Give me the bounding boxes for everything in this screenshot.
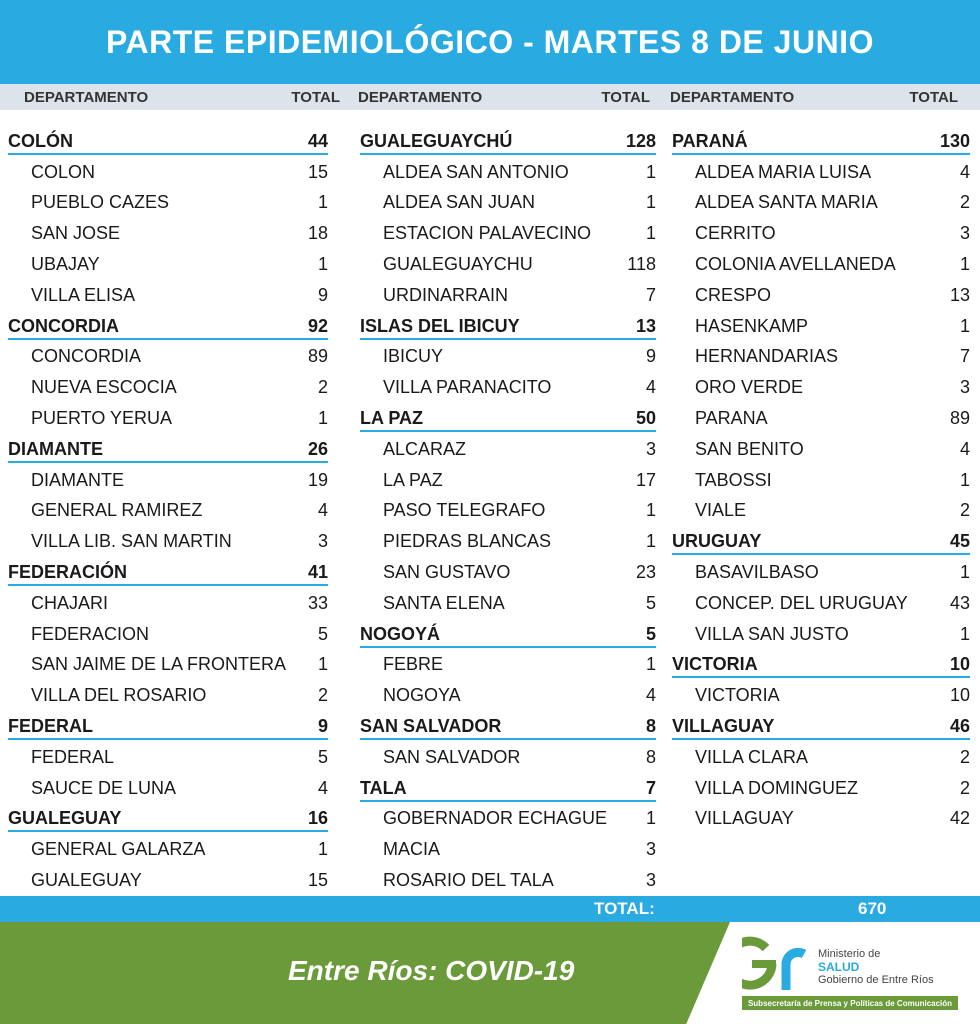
locality-count: 2 <box>959 500 970 521</box>
department-total: 45 <box>949 531 970 552</box>
locality-count: 17 <box>635 469 656 490</box>
locality-name: FEDERAL <box>31 746 115 767</box>
locality-count: 2 <box>317 377 328 398</box>
department-row <box>672 126 970 157</box>
locality-count: 9 <box>645 346 656 367</box>
locality-row <box>8 280 328 311</box>
department-row <box>360 619 656 650</box>
department-total: 50 <box>635 408 656 429</box>
department-total: 130 <box>939 130 970 151</box>
locality-name: URDINARRAIN <box>383 284 509 305</box>
locality-row <box>672 588 970 619</box>
department-total: 44 <box>307 130 328 151</box>
department-total: 8 <box>645 716 656 737</box>
department-name: GUALEGUAYCHÚ <box>360 130 513 151</box>
locality-row <box>672 680 970 711</box>
department-row <box>672 526 970 557</box>
locality-count: 8 <box>645 746 656 767</box>
department-total: 128 <box>625 130 656 151</box>
locality-count: 2 <box>959 192 970 213</box>
department-name: NOGOYÁ <box>360 623 441 644</box>
locality-name: GUALEGUAYCHU <box>383 254 533 275</box>
locality-count: 1 <box>959 315 970 336</box>
locality-name: SAN GUSTAVO <box>383 562 511 583</box>
locality-count: 3 <box>645 839 656 860</box>
locality-count: 1 <box>959 562 970 583</box>
locality-count: 3 <box>645 438 656 459</box>
locality-count: 1 <box>317 839 328 860</box>
locality-name: GENERAL RAMIREZ <box>31 500 203 521</box>
locality-count: 1 <box>645 808 656 829</box>
locality-row <box>360 804 656 835</box>
locality-count: 33 <box>307 592 328 613</box>
locality-count: 4 <box>959 161 970 182</box>
locality-row <box>8 834 328 865</box>
locality-row <box>8 496 328 527</box>
department-row <box>360 311 656 342</box>
locality-row <box>672 157 970 188</box>
locality-name: SAN JAIME DE LA FRONTERA <box>31 654 287 675</box>
locality-row <box>8 742 328 773</box>
department-total: 92 <box>307 315 328 336</box>
locality-name: ESTACION PALAVECINO <box>383 223 592 244</box>
locality-name: ORO VERDE <box>695 377 804 398</box>
column-header-bar <box>0 84 980 110</box>
locality-name: ALDEA MARIA LUISA <box>695 161 872 182</box>
logo-subsecretaria-bar: Subsecretaría de Prensa y Políticas de Comunicación <box>742 996 958 1010</box>
department-row <box>8 711 328 742</box>
locality-row <box>360 526 656 557</box>
locality-count: 89 <box>949 408 970 429</box>
department-column-3 <box>672 126 970 834</box>
locality-row <box>8 465 328 496</box>
locality-count: 3 <box>959 377 970 398</box>
locality-name: COLON <box>31 161 96 182</box>
locality-count: 1 <box>317 192 328 213</box>
locality-count: 1 <box>645 531 656 552</box>
locality-count: 15 <box>307 161 328 182</box>
locality-count: 4 <box>645 377 656 398</box>
department-total: 13 <box>635 315 656 336</box>
locality-count: 2 <box>959 777 970 798</box>
locality-count: 1 <box>645 500 656 521</box>
department-row <box>672 650 970 681</box>
locality-row <box>360 188 656 219</box>
locality-name: PARANA <box>695 408 768 429</box>
locality-name: TABOSSI <box>695 469 772 490</box>
locality-count: 15 <box>307 870 328 891</box>
locality-row <box>360 588 656 619</box>
department-column-2 <box>360 126 656 896</box>
locality-row <box>360 650 656 681</box>
department-name: FEDERACIÓN <box>8 562 128 583</box>
locality-name: VICTORIA <box>695 685 780 706</box>
locality-count: 7 <box>959 346 970 367</box>
col-departamento-label: DEPARTAMENTO <box>24 88 149 106</box>
locality-count: 1 <box>645 654 656 675</box>
locality-row <box>360 342 656 373</box>
locality-name: ROSARIO DEL TALA <box>383 870 554 891</box>
locality-count: 5 <box>317 623 328 644</box>
department-name: PARANÁ <box>672 130 748 151</box>
grand-total-bar <box>0 896 980 922</box>
department-name: URUGUAY <box>672 531 762 552</box>
locality-name: ALDEA SAN ANTONIO <box>383 161 569 182</box>
locality-row <box>672 557 970 588</box>
locality-row <box>672 465 970 496</box>
department-total: 16 <box>307 808 328 829</box>
department-total: 5 <box>645 623 656 644</box>
locality-row <box>672 280 970 311</box>
locality-name: LA PAZ <box>383 469 443 490</box>
locality-count: 1 <box>959 623 970 644</box>
locality-name: PASO TELEGRAFO <box>383 500 546 521</box>
locality-count: 2 <box>959 746 970 767</box>
locality-name: ALDEA SANTA MARIA <box>695 192 878 213</box>
locality-row <box>672 311 970 342</box>
locality-name: SAN SALVADOR <box>383 746 521 767</box>
locality-count: 3 <box>645 870 656 891</box>
locality-name: PUERTO YERUA <box>31 408 173 429</box>
locality-count: 1 <box>317 408 328 429</box>
locality-name: CONCORDIA <box>31 346 142 367</box>
locality-name: FEDERACION <box>31 623 150 644</box>
locality-row <box>672 619 970 650</box>
footer-caption: Entre Ríos: COVID-19 <box>288 955 575 986</box>
locality-name: VILLA SAN JUSTO <box>695 623 849 644</box>
locality-count: 4 <box>959 438 970 459</box>
locality-row <box>360 742 656 773</box>
locality-name: VILLA DOMINGUEZ <box>695 777 859 798</box>
locality-row <box>360 465 656 496</box>
locality-count: 1 <box>959 469 970 490</box>
department-row <box>8 311 328 342</box>
locality-count: 7 <box>645 284 656 305</box>
locality-name: NUEVA ESCOCIA <box>31 377 177 398</box>
locality-row <box>672 372 970 403</box>
grand-total-label: TOTAL: <box>594 899 655 918</box>
locality-name: VILLA ELISA <box>31 284 136 305</box>
department-name: LA PAZ <box>360 408 423 429</box>
locality-name: VILLA CLARA <box>695 746 809 767</box>
locality-row <box>360 249 656 280</box>
locality-row <box>360 218 656 249</box>
locality-row <box>360 865 656 896</box>
locality-count: 4 <box>317 777 328 798</box>
department-total: 7 <box>645 777 656 798</box>
title-banner <box>0 0 980 84</box>
department-column-1 <box>8 126 328 896</box>
department-total: 26 <box>307 438 328 459</box>
locality-row <box>8 650 328 681</box>
locality-row <box>360 680 656 711</box>
locality-name: CHAJARI <box>31 592 109 613</box>
locality-count: 5 <box>645 592 656 613</box>
department-name: SAN SALVADOR <box>360 716 502 737</box>
locality-name: NOGOYA <box>383 685 461 706</box>
locality-row <box>360 157 656 188</box>
locality-row <box>672 742 970 773</box>
locality-name: VIALE <box>695 500 747 521</box>
department-total: 9 <box>317 716 328 737</box>
locality-count: 3 <box>959 223 970 244</box>
logo-line-3: Gobierno de Entre Ríos <box>818 974 934 986</box>
logo-line-1: Ministerio de <box>818 948 881 960</box>
footer <box>0 922 980 1024</box>
locality-row <box>672 218 970 249</box>
col-total-label: TOTAL <box>909 88 958 106</box>
locality-name: ALCARAZ <box>383 438 467 459</box>
column-header-2 <box>358 84 650 110</box>
locality-count: 43 <box>949 592 970 613</box>
locality-name: VILLA DEL ROSARIO <box>31 685 207 706</box>
locality-name: SANTA ELENA <box>383 592 505 613</box>
column-header-1 <box>24 84 340 110</box>
locality-count: 13 <box>949 284 970 305</box>
locality-count: 18 <box>307 223 328 244</box>
locality-row <box>8 342 328 373</box>
locality-row <box>8 865 328 896</box>
locality-count: 1 <box>317 254 328 275</box>
locality-name: CERRITO <box>695 223 776 244</box>
locality-row <box>8 680 328 711</box>
locality-name: SAN JOSE <box>31 223 121 244</box>
locality-name: SAUCE DE LUNA <box>31 777 177 798</box>
department-name: TALA <box>360 777 407 798</box>
ministry-logo-text <box>818 948 934 987</box>
col-total-label: TOTAL <box>291 88 340 106</box>
locality-count: 3 <box>317 531 328 552</box>
locality-count: 5 <box>317 746 328 767</box>
locality-row <box>672 434 970 465</box>
department-row <box>360 403 656 434</box>
department-row <box>8 126 328 157</box>
department-name: GUALEGUAY <box>8 808 122 829</box>
col-departamento-label: DEPARTAMENTO <box>670 88 795 106</box>
locality-row <box>8 372 328 403</box>
locality-row <box>672 249 970 280</box>
department-total: 10 <box>949 654 970 675</box>
locality-name: DIAMANTE <box>31 469 125 490</box>
ministry-logo-icon <box>742 934 814 994</box>
locality-name: COLONIA AVELLANEDA <box>695 254 896 275</box>
locality-row <box>8 157 328 188</box>
locality-name: UBAJAY <box>31 254 100 275</box>
locality-name: FEBRE <box>383 654 444 675</box>
locality-count: 9 <box>317 284 328 305</box>
department-name: FEDERAL <box>8 716 93 737</box>
locality-row <box>8 588 328 619</box>
locality-count: 1 <box>317 654 328 675</box>
locality-row <box>360 834 656 865</box>
locality-name: SAN BENITO <box>695 438 804 459</box>
locality-name: IBICUY <box>383 346 444 367</box>
col-total-label: TOTAL <box>601 88 650 106</box>
locality-count: 19 <box>307 469 328 490</box>
locality-row <box>8 188 328 219</box>
locality-row <box>8 403 328 434</box>
locality-row <box>672 403 970 434</box>
locality-name: GENERAL GALARZA <box>31 839 206 860</box>
department-row <box>360 773 656 804</box>
locality-count: 23 <box>635 562 656 583</box>
column-header-3 <box>670 84 958 110</box>
locality-name: GUALEGUAY <box>31 870 142 891</box>
locality-name: CONCEP. DEL URUGUAY <box>695 592 908 613</box>
locality-count: 89 <box>307 346 328 367</box>
locality-name: PIEDRAS BLANCAS <box>383 531 552 552</box>
locality-name: VILLAGUAY <box>695 808 794 829</box>
department-name: COLÓN <box>8 130 73 151</box>
locality-count: 1 <box>645 192 656 213</box>
locality-count: 118 <box>627 254 656 275</box>
locality-name: PUEBLO CAZES <box>31 192 170 213</box>
locality-row <box>8 773 328 804</box>
department-name: CONCORDIA <box>8 315 119 336</box>
grand-total-value: 670 <box>858 899 887 918</box>
department-row <box>360 126 656 157</box>
locality-count: 4 <box>645 685 656 706</box>
locality-name: VILLA PARANACITO <box>383 377 552 398</box>
logo-line-2: SALUD <box>818 960 860 974</box>
locality-row <box>360 496 656 527</box>
locality-count: 4 <box>317 500 328 521</box>
page-title: PARTE EPIDEMIOLÓGICO - MARTES 8 DE JUNIO <box>106 23 874 60</box>
locality-name: VILLA LIB. SAN MARTIN <box>31 531 232 552</box>
locality-row <box>360 557 656 588</box>
locality-row <box>672 804 970 835</box>
col-departamento-label: DEPARTAMENTO <box>358 88 483 106</box>
locality-name: ALDEA SAN JUAN <box>383 192 536 213</box>
locality-name: BASAVILBASO <box>695 562 819 583</box>
locality-row <box>8 619 328 650</box>
department-total: 46 <box>949 716 970 737</box>
department-row <box>672 711 970 742</box>
locality-count: 1 <box>645 223 656 244</box>
locality-row <box>8 218 328 249</box>
locality-count: 1 <box>959 254 970 275</box>
locality-row <box>360 434 656 465</box>
department-row <box>8 804 328 835</box>
department-row <box>8 557 328 588</box>
department-total: 41 <box>307 562 328 583</box>
department-row <box>8 434 328 465</box>
locality-count: 2 <box>317 685 328 706</box>
locality-name: HERNANDARIAS <box>695 346 839 367</box>
locality-row <box>672 496 970 527</box>
department-name: DIAMANTE <box>8 438 103 459</box>
locality-count: 10 <box>949 685 970 706</box>
locality-count: 42 <box>949 808 970 829</box>
locality-row <box>8 526 328 557</box>
locality-name: CRESPO <box>695 284 772 305</box>
department-name: ISLAS DEL IBICUY <box>360 315 520 336</box>
locality-name: HASENKAMP <box>695 315 809 336</box>
locality-name: GOBERNADOR ECHAGUE <box>383 808 608 829</box>
department-row <box>360 711 656 742</box>
locality-row <box>360 372 656 403</box>
locality-name: MACIA <box>383 839 441 860</box>
department-name: VILLAGUAY <box>672 716 775 737</box>
locality-row <box>672 773 970 804</box>
locality-row <box>672 342 970 373</box>
locality-row <box>8 249 328 280</box>
locality-row <box>360 280 656 311</box>
locality-row <box>672 188 970 219</box>
locality-count: 1 <box>645 161 656 182</box>
department-name: VICTORIA <box>672 654 758 675</box>
